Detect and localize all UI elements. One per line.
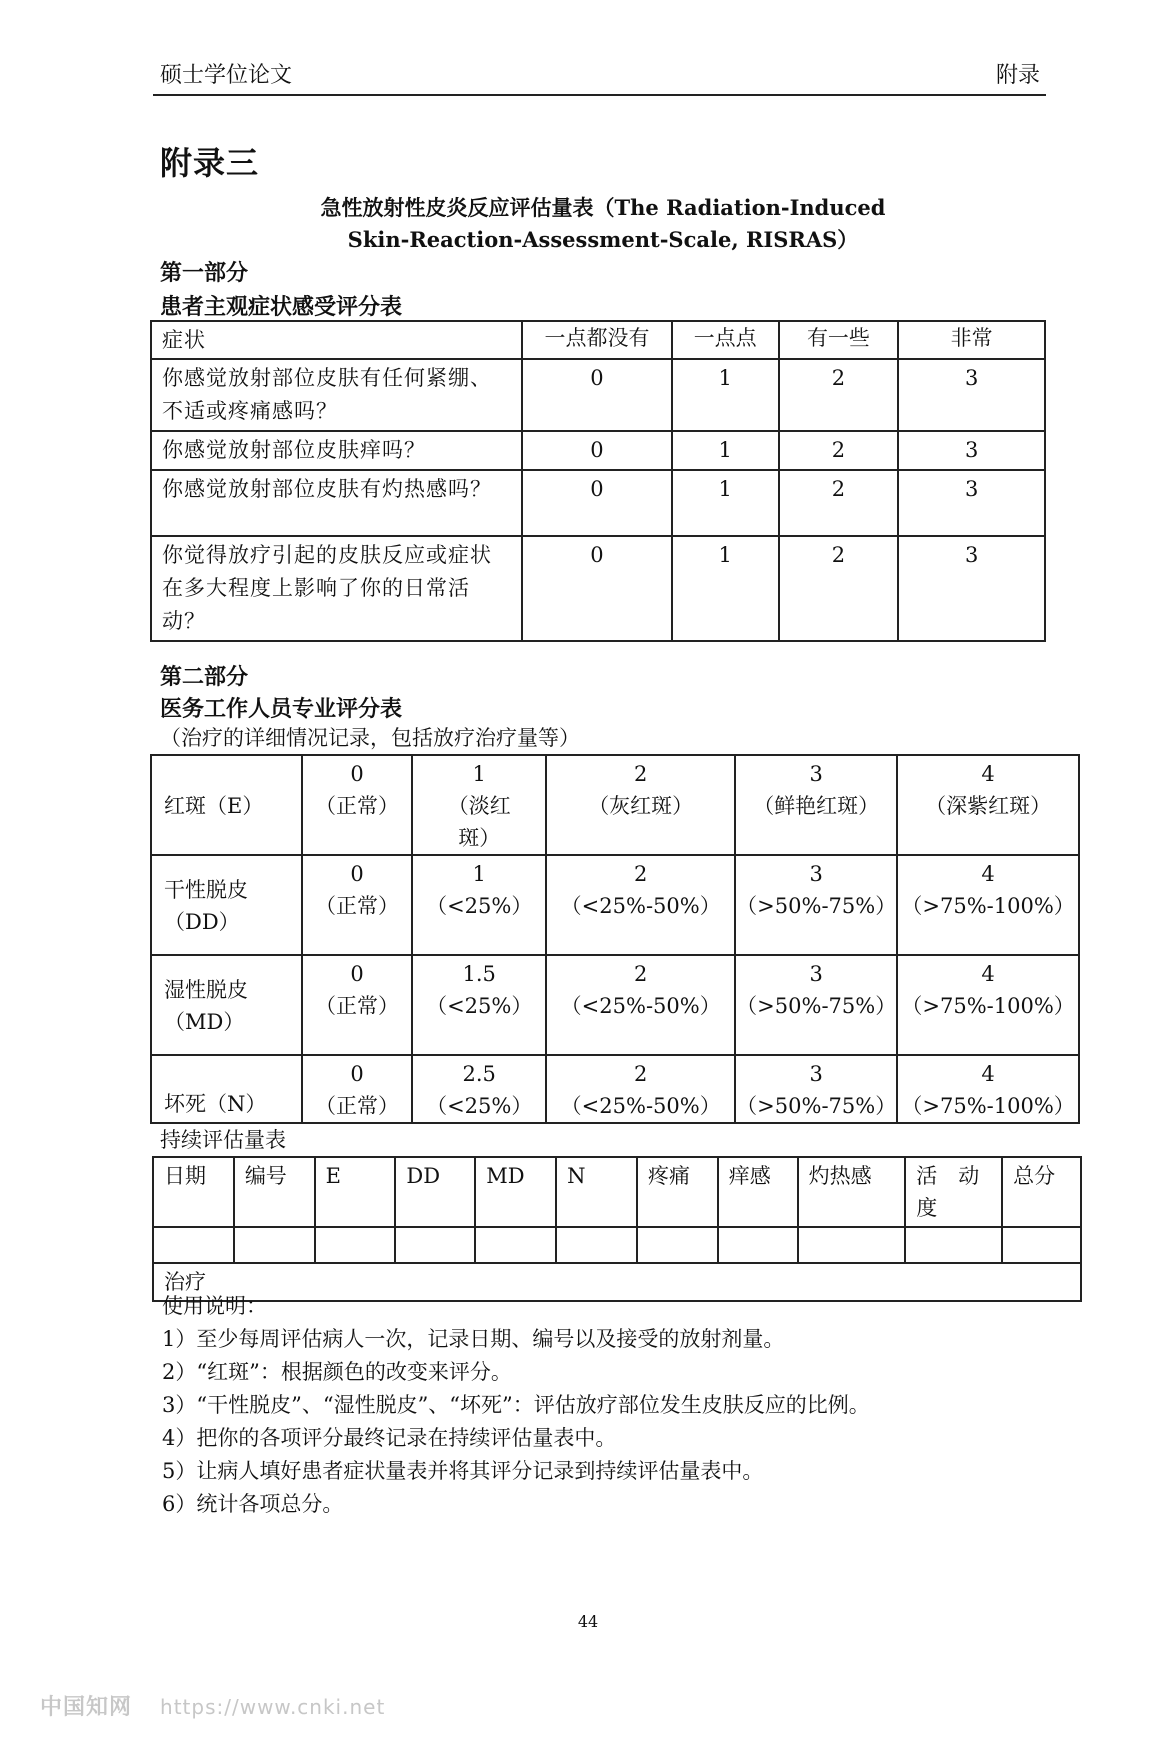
grade-value: 2 <box>634 762 648 786</box>
grade-value: 3 <box>809 1062 823 1086</box>
col-header-none: 一点都没有 <box>522 321 672 359</box>
grade-desc: （正常） <box>315 1094 399 1118</box>
empty-cell <box>315 1227 396 1263</box>
empty-cell <box>905 1227 1002 1263</box>
table-row <box>151 536 1045 641</box>
col-header-n: N <box>556 1157 637 1227</box>
page-number: 44 <box>577 1612 599 1631</box>
grade-desc: （<25%） <box>426 894 533 918</box>
grade-desc-cont: 斑） <box>458 826 501 850</box>
grade-cell <box>735 1055 897 1123</box>
col-header-total: 总分 <box>1002 1157 1081 1227</box>
score-cell: 0 <box>522 536 672 641</box>
grade-cell <box>546 855 735 955</box>
grade-value: 4 <box>981 1062 995 1086</box>
grade-cell <box>412 1055 546 1123</box>
grade-value: 3 <box>809 962 823 986</box>
running-header-left: 硕士学位论文 <box>160 63 293 88</box>
grade-cell <box>302 855 412 955</box>
grade-value: 1.5 <box>462 962 496 986</box>
grade-cell <box>412 955 546 1055</box>
usage-item: 1）至少每周评估病人一次，记录日期、编号以及接受的放射剂量。 <box>162 1327 785 1351</box>
grade-desc: （<25%-50%） <box>560 1094 721 1118</box>
part2-heading: 第二部分 <box>160 665 249 690</box>
grade-desc: （>50%-75%） <box>736 994 897 1018</box>
col-header-md: MD <box>475 1157 556 1227</box>
grade-desc: （深紫红斑） <box>925 794 1052 818</box>
watermark-logo: 中国知网 <box>40 1695 133 1720</box>
col-header-very: 非常 <box>898 321 1045 359</box>
grade-desc: （灰红斑） <box>588 794 694 818</box>
part2-subheading: 医务工作人员专业评分表 <box>160 697 403 722</box>
grade-value: 1 <box>472 762 486 786</box>
clinician-scoring-table <box>150 754 1080 1124</box>
empty-cell <box>395 1227 475 1263</box>
empty-cell <box>556 1227 637 1263</box>
col-header-id: 编号 <box>234 1157 315 1227</box>
question-cell: 你觉得放疗引起的皮肤反应或症状在多大程度上影响了你的日常活动？ <box>151 536 522 641</box>
score-cell: 2 <box>779 431 899 470</box>
usage-item: 6）统计各项总分。 <box>162 1492 344 1516</box>
watermark-url: https://www.cnki.net <box>160 1695 386 1719</box>
col-header-burning: 灼热感 <box>798 1157 906 1227</box>
grade-desc: （正常） <box>315 794 399 818</box>
grade-cell <box>735 755 897 855</box>
table-header-row <box>153 1157 1081 1227</box>
row-label: 湿性脱皮（MD） <box>151 955 302 1055</box>
col-header-itch: 痒感 <box>718 1157 798 1227</box>
grade-cell <box>302 1055 412 1123</box>
score-cell: 1 <box>672 431 779 470</box>
table-row-necrosis <box>151 1055 1079 1123</box>
patient-symptom-table <box>150 320 1046 642</box>
empty-cell <box>1002 1227 1081 1263</box>
grade-cell <box>546 755 735 855</box>
score-cell: 2 <box>779 359 899 431</box>
col-header-date: 日期 <box>153 1157 234 1227</box>
score-cell: 3 <box>898 536 1045 641</box>
grade-cell <box>897 1055 1079 1123</box>
part1-heading: 第一部分 <box>160 261 249 286</box>
col-header-a-little: 一点点 <box>672 321 779 359</box>
grade-desc: （>50%-75%） <box>736 894 897 918</box>
grade-value: 4 <box>981 762 995 786</box>
empty-cell <box>718 1227 798 1263</box>
grade-cell <box>546 1055 735 1123</box>
grade-cell <box>897 755 1079 855</box>
table-row-moist-desquamation <box>151 955 1079 1055</box>
row-label: 红斑（E） <box>151 755 302 855</box>
col-header-somewhat: 有一些 <box>779 321 899 359</box>
table-row <box>151 359 1045 431</box>
grade-desc: （<25%） <box>426 994 533 1018</box>
col-header-e: E <box>315 1157 396 1227</box>
score-cell: 1 <box>672 359 779 431</box>
score-cell: 3 <box>898 470 1045 536</box>
header-rule <box>153 94 1046 96</box>
table-row-dry-desquamation <box>151 855 1079 955</box>
grade-cell <box>302 955 412 1055</box>
grade-value: 4 <box>981 862 995 886</box>
grade-cell <box>412 755 546 855</box>
grade-cell <box>735 855 897 955</box>
empty-cell <box>234 1227 315 1263</box>
grade-desc: （<25%-50%） <box>560 894 721 918</box>
table-row <box>151 431 1045 470</box>
table-row <box>153 1227 1081 1263</box>
grade-cell <box>897 855 1079 955</box>
part2-note: （治疗的详细情况记录，包括放疗治疗量等） <box>160 726 580 750</box>
usage-instructions <box>162 1290 1062 1521</box>
grade-value: 3 <box>809 862 823 886</box>
grade-desc: （正常） <box>315 994 399 1018</box>
usage-item: 5）让病人填好患者症状量表并将其评分记录到持续评估量表中。 <box>162 1459 764 1483</box>
col-header-pain: 疼痛 <box>637 1157 718 1227</box>
score-cell: 0 <box>522 431 672 470</box>
question-cell: 你感觉放射部位皮肤有任何紧绷、不适或疼痛感吗？ <box>151 359 522 431</box>
col-header-symptom: 症状 <box>151 321 522 359</box>
grade-desc: （正常） <box>315 894 399 918</box>
grade-desc: （>75%-100%） <box>901 894 1075 918</box>
empty-cell <box>153 1227 234 1263</box>
empty-cell <box>475 1227 556 1263</box>
grade-desc: （淡红 <box>447 794 511 818</box>
score-cell: 0 <box>522 359 672 431</box>
cnki-watermark <box>40 1690 385 1721</box>
usage-heading: 使用说明： <box>162 1294 267 1318</box>
ongoing-heading: 持续评估量表 <box>160 1128 286 1152</box>
score-cell: 3 <box>898 431 1045 470</box>
grade-value: 2 <box>634 1062 648 1086</box>
usage-item: 2）“红斑”：根据颜色的改变来评分。 <box>162 1360 512 1384</box>
grade-desc: （鲜艳红斑） <box>753 794 880 818</box>
grade-value: 2.5 <box>462 1062 496 1086</box>
empty-cell <box>798 1227 906 1263</box>
table-row <box>151 470 1045 536</box>
appendix-title: 附录三 <box>160 144 260 182</box>
grade-value: 1 <box>472 862 486 886</box>
grade-value: 0 <box>350 962 364 986</box>
row-label: 干性脱皮（DD） <box>151 855 302 955</box>
question-cell: 你感觉放射部位皮肤有灼热感吗？ <box>151 470 522 536</box>
grade-value: 0 <box>350 1062 364 1086</box>
ongoing-assessment-table <box>152 1156 1082 1302</box>
table-row-erythema <box>151 755 1079 855</box>
scale-title-line-1: 急性放射性皮炎反应评估量表（The Radiation-Induced <box>320 195 886 220</box>
score-cell: 1 <box>672 470 779 536</box>
grade-value: 2 <box>634 962 648 986</box>
scale-title <box>160 192 1046 256</box>
score-cell: 3 <box>898 359 1045 431</box>
score-cell: 2 <box>779 536 899 641</box>
grade-value: 4 <box>981 962 995 986</box>
row-label: 坏死（N） <box>151 1055 302 1123</box>
grade-cell <box>302 755 412 855</box>
running-header-right: 附录 <box>996 63 1041 88</box>
grade-value: 2 <box>634 862 648 886</box>
treatment-cell: 治疗 <box>153 1263 1081 1301</box>
score-cell: 2 <box>779 470 899 536</box>
question-cell: 你感觉放射部位皮肤痒吗？ <box>151 431 522 470</box>
scale-title-line-2: Skin-Reaction-Assessment-Scale, RISRAS） <box>347 227 859 252</box>
grade-desc: （>50%-75%） <box>736 1094 897 1118</box>
score-cell: 0 <box>522 470 672 536</box>
grade-desc: （<25%） <box>426 1094 533 1118</box>
col-header-dd: DD <box>395 1157 475 1227</box>
grade-cell <box>897 955 1079 1055</box>
grade-value: 0 <box>350 862 364 886</box>
grade-value: 3 <box>809 762 823 786</box>
grade-value: 0 <box>350 762 364 786</box>
grade-cell <box>546 955 735 1055</box>
table-header-row <box>151 321 1045 359</box>
usage-item: 3）“干性脱皮”、“湿性脱皮”、“坏死”：评估放疗部位发生皮肤反应的比例。 <box>162 1393 870 1417</box>
grade-desc: （>75%-100%） <box>901 994 1075 1018</box>
grade-cell <box>735 955 897 1055</box>
grade-desc: （>75%-100%） <box>901 1094 1075 1118</box>
grade-desc: （<25%-50%） <box>560 994 721 1018</box>
empty-cell <box>637 1227 718 1263</box>
grade-cell <box>412 855 546 955</box>
usage-item: 4）把你的各项评分最终记录在持续评估量表中。 <box>162 1426 617 1450</box>
part1-subheading: 患者主观症状感受评分表 <box>160 295 403 320</box>
score-cell: 1 <box>672 536 779 641</box>
col-header-activity: 活 动度 <box>905 1157 1002 1227</box>
